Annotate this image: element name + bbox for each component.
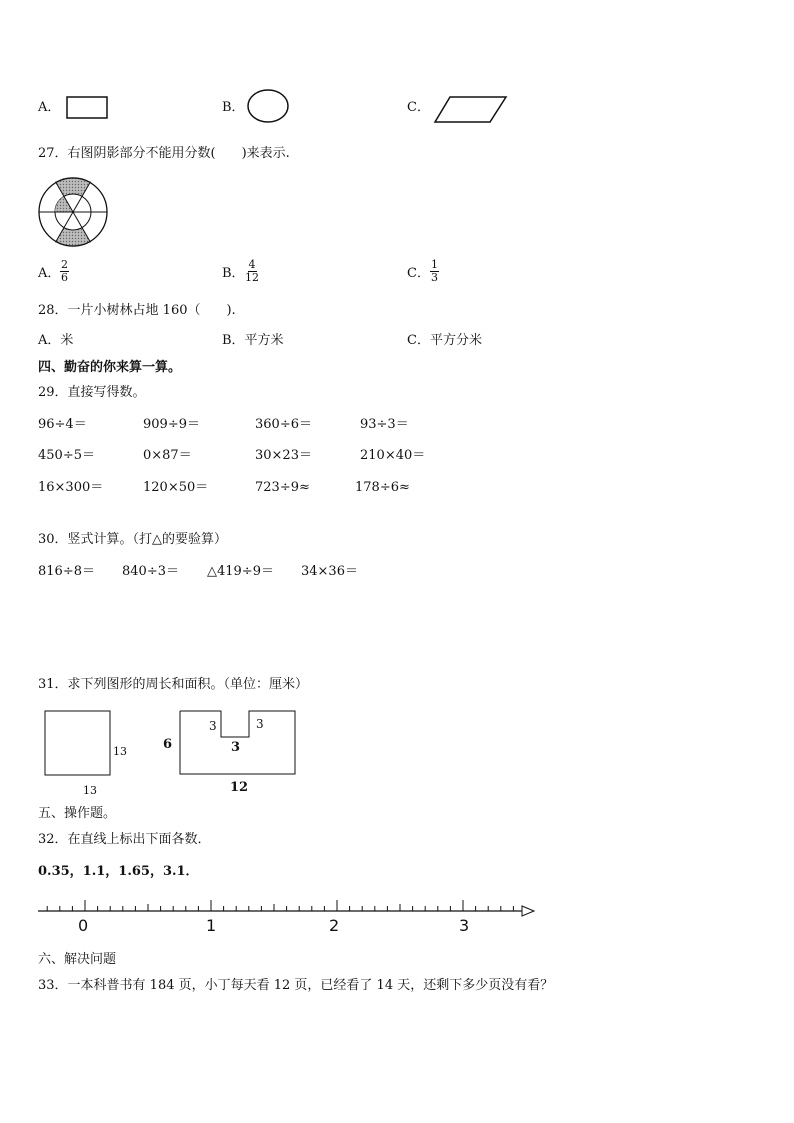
section-4-heading: 四、勤奋的你来算一算。: [38, 360, 182, 375]
q32-numbers: 0.35，1.1，1.65，3.1．: [38, 864, 199, 879]
notch-left-label: 3: [209, 719, 217, 733]
square-side-label: 13: [113, 745, 127, 758]
q27-option-c-label: C．: [407, 266, 430, 281]
fraction-b: $\frac{4}{12}$: [245, 258, 259, 284]
axis-label-3: 3: [459, 916, 470, 935]
q27-option-a-label: A．: [38, 266, 61, 281]
q28-question: 28．一片小树林占地 160（ ).: [38, 303, 236, 318]
axis-label-0: 0: [78, 916, 89, 935]
calc-item: 178÷6≈: [355, 480, 410, 495]
fraction-c: $\frac{1}{3}$: [431, 258, 438, 284]
q26-option-c-label: C．: [407, 100, 430, 115]
calc-item: 93÷3＝: [360, 417, 409, 432]
calc-item: 909÷9＝: [143, 417, 200, 432]
calc-item: 120×50＝: [143, 480, 209, 495]
calc-item: 360÷6＝: [255, 417, 312, 432]
rectangle-shape: [66, 96, 108, 120]
q28-option-c: C．平方分米: [407, 333, 482, 348]
calc-item: 450÷5＝: [38, 448, 95, 463]
q33-question: 33．一本科普书有 184 页，小丁每天看 12 页，已经看了 14 天，还剩下多少页没有看？: [38, 978, 554, 993]
q28-option-b: B．平方米: [222, 333, 284, 348]
section-5-heading: 五、操作题。: [38, 806, 117, 821]
notched-bottom-label: 12: [230, 780, 249, 795]
q26-option-a-label: A．: [38, 100, 61, 115]
q26-option-b-label: B．: [222, 100, 245, 115]
q28-option-a: A．米: [38, 333, 74, 348]
calc-item: 723÷9≈: [255, 480, 310, 495]
q31-question: 31．求下列图形的周长和面积。（单位：厘米）: [38, 677, 309, 692]
q27-option-b-label: B．: [222, 266, 245, 281]
q29-question: 29．直接写得数。: [38, 385, 146, 400]
vertical-calc-item: 840÷3＝: [122, 564, 179, 579]
vertical-calc-item: △419÷9＝: [207, 564, 274, 579]
parallelogram-shape: [434, 96, 508, 124]
calc-item: 0×87＝: [143, 448, 192, 463]
vertical-calc-item: 816÷8＝: [38, 564, 95, 579]
square-figure: [44, 710, 112, 776]
shaded-circle-figure: [38, 177, 108, 247]
calc-item: 16×300＝: [38, 480, 104, 495]
square-bottom-label: 13: [83, 784, 97, 797]
q27-question: 27．右图阴影部分不能用分数( )来表示.: [38, 146, 290, 161]
axis-label-1: 1: [206, 916, 217, 935]
section-6-heading: 六、解决问题: [38, 952, 117, 967]
vertical-calc-item: 34×36＝: [301, 564, 358, 579]
calc-item: 210×40＝: [360, 448, 426, 463]
axis-label-2: 2: [329, 916, 340, 935]
q30-question: 30．竖式计算。（打△的要验算）: [38, 532, 228, 547]
notch-right-label: 3: [256, 717, 264, 731]
calc-item: 96÷4＝: [38, 417, 87, 432]
notch-width-label: 3: [231, 740, 241, 755]
fraction-a: $\frac{2}{6}$: [61, 258, 68, 284]
calc-item: 30×23＝: [255, 448, 312, 463]
notched-height-label: 6: [163, 737, 173, 752]
q32-question: 32．在直线上标出下面各数．: [38, 832, 211, 847]
circle-shape: [247, 89, 291, 125]
